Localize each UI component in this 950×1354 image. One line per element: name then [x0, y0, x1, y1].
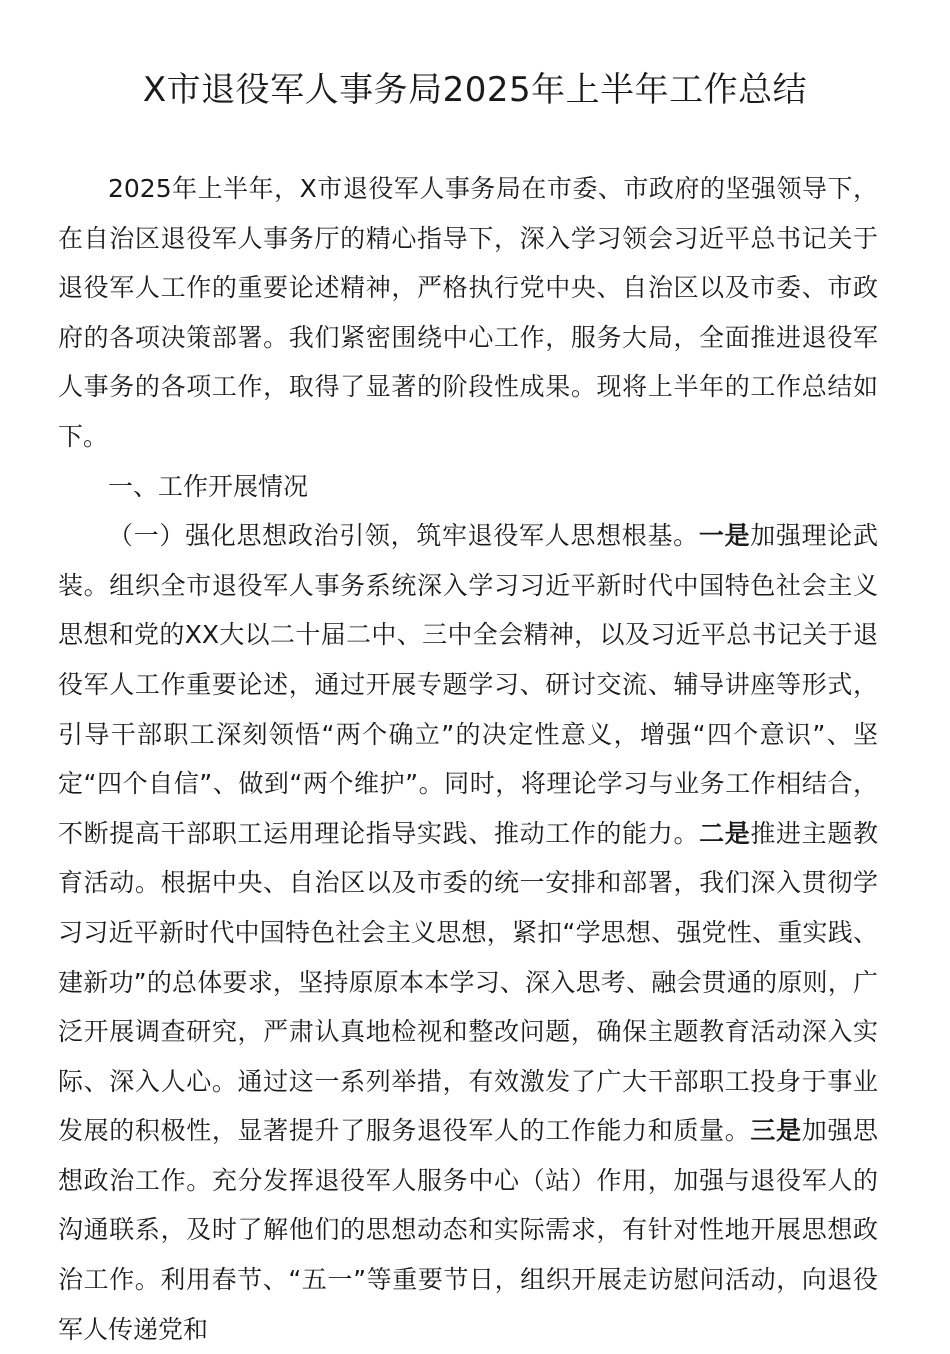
document-body	[58, 164, 878, 1354]
item-label-three: 三是	[750, 1116, 802, 1146]
subsection-paragraph	[58, 511, 878, 1354]
item-text-three: 加强思想政治工作。充分发挥退役军人服务中心（站）作用，加强与退役军人的沟通联系，及时了解他们的思想动态和实际需求，有针对性地开展思想政治工作。利用春节、“五一”等重要节日，组织开展走访慰问活动，向退役军人传递党和	[58, 1116, 878, 1344]
section-heading: 一、工作开展情况	[108, 471, 309, 501]
subsection-heading: （一）强化思想政治引领，筑牢退役军人思想根基。	[108, 521, 699, 551]
document-title: X市退役军人事务局2025年上半年工作总结	[142, 70, 808, 110]
item-text-one: 加强理论武装。组织全市退役军人事务系统深入学习习近平新时代中国特色社会主义思想和党的XX大以二十届二中、三中全会精神，以及习近平总书记关于退役军人工作重要论述，通过开展专题学习、研讨交流、辅导讲座等形式，引导干部职工深刻领悟“两个确立”的决定性意义，增强“四个意识”、坚定“四个自信”、做到“两个维护”。同时，将理论学习与业务工作相结合，不断提高干部职工运用理论指导实践、推动工作的能力。	[58, 521, 878, 848]
item-text-two: 推进主题教育活动。根据中央、自治区以及市委的统一安排和部署，我们深入贯彻学习习近平新时代中国特色社会主义思想，紧扣“学思想、强党性、重实践、建新功”的总体要求，坚持原原本本学习、深入思考、融会贯通的原则，广泛开展调查研究，严肃认真地检视和整改问题，确保主题教育活动深入实际、深入人心。通过这一系列举措，有效激发了广大干部职工投身于事业发展的积极性，显著提升了服务退役军人的工作能力和质量。	[58, 818, 878, 1146]
item-label-one: 一是	[698, 521, 751, 551]
intro-paragraph: 2025年上半年，X市退役军人事务局在市委、市政府的坚强领导下，在自治区退役军人事务厅的精心指导下，深入学习领会习近平总书记关于退役军人工作的重要论述精神，严格执行党中央、自治区以及市委、市政府的各项决策部署。我们紧密围绕中心工作，服务大局，全面推进退役军人事务的各项工作，取得了显著的阶段性成果。现将上半年的工作总结如下。	[58, 174, 878, 451]
item-label-two: 二是	[699, 818, 751, 848]
